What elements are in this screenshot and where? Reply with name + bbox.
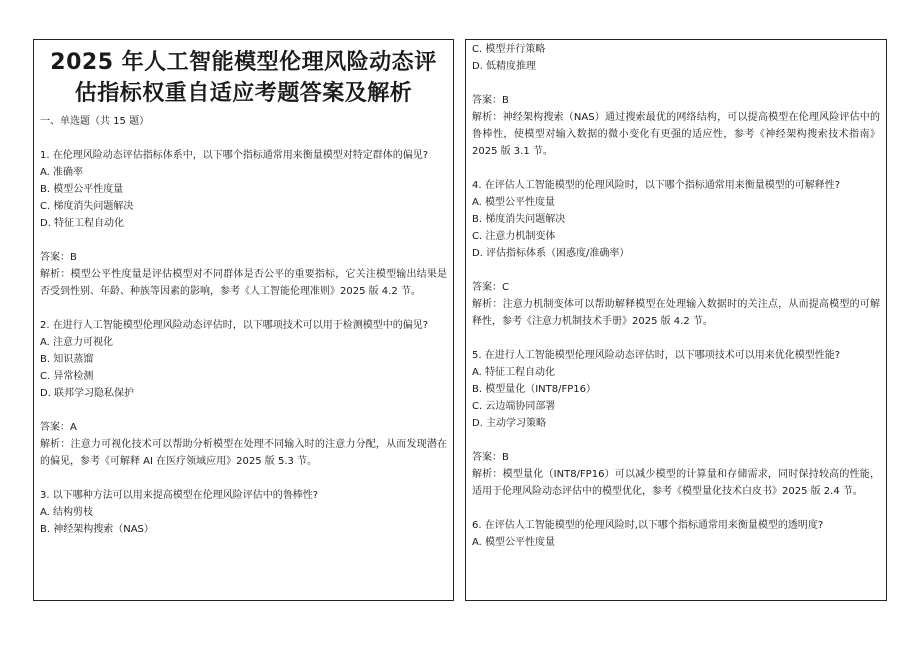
option-b: B. 模型量化（INT8/FP16） xyxy=(472,384,596,395)
answer: 答案：A xyxy=(40,422,77,433)
question-2 xyxy=(40,317,447,470)
answer: 答案：B xyxy=(472,95,509,106)
option-b: B. 模型公平性度量 xyxy=(40,184,124,195)
analysis: 解析：神经架构搜索（NAS）通过搜索最优的网络结构，可以提高模型在伦理风险评估中的鲁棒性，使模型对输入数据的微小变化有更强的适应性，参考《神经架构搜索技术指南》2025 版 3.1 节。 xyxy=(472,112,880,157)
section-heading: 一、单选题（共 15 题） xyxy=(40,116,150,127)
option-b: B. 梯度消失问题解决 xyxy=(472,214,566,225)
option-a: A. 模型公平性度量 xyxy=(472,537,556,548)
analysis: 解析：模型公平性度量是评估模型对不同群体是否公平的重要指标，它关注模型输出结果是否受到性别、年龄、种族等因素的影响，参考《人工智能伦理准则》2025 版 4.2 节。 xyxy=(40,269,447,297)
option-d: D. 联邦学习隐私保护 xyxy=(40,388,135,399)
option-b: B. 知识蒸馏 xyxy=(40,354,94,365)
option-c: C. 梯度消失问题解决 xyxy=(40,201,134,212)
option-a: A. 模型公平性度量 xyxy=(472,197,556,208)
answer: 答案：C xyxy=(472,282,509,293)
title-line-2: 估指标权重自适应考题答案及解析 xyxy=(74,81,413,106)
option-a: A. 注意力可视化 xyxy=(40,337,114,348)
question-6 xyxy=(472,517,880,551)
analysis: 解析：模型量化（INT8/FP16）可以减少模型的计算量和存储需求，同时保持较高的性能，适用于伦理风险动态评估中的模型优化，参考《模型量化技术白皮书》2025 版 2.4 节。 xyxy=(472,469,880,497)
question-3 xyxy=(40,487,447,538)
question-5 xyxy=(472,347,880,500)
question-4 xyxy=(472,177,880,330)
option-a: A. 结构剪枝 xyxy=(40,507,94,518)
right-column xyxy=(465,39,887,601)
option-d: D. 低精度推理 xyxy=(472,61,537,72)
option-d: D. 特征工程自动化 xyxy=(40,218,125,229)
question-stem: 4. 在评估人工智能模型的伦理风险时，以下哪个指标通常用来衡量模型的可解释性? xyxy=(472,180,841,191)
title-line-1: 2025 年人工智能模型伦理风险动态评 xyxy=(50,50,437,75)
option-b: B. 神经架构搜索（NAS） xyxy=(40,524,154,535)
analysis: 解析：注意力机制变体可以帮助解释模型在处理输入数据时的关注点，从而提高模型的可解释性，参考《注意力机制技术手册》2025 版 4.2 节。 xyxy=(472,299,880,327)
question-3-continued xyxy=(472,41,880,160)
option-d: D. 评估指标体系（困惑度/准确率） xyxy=(472,248,630,259)
question-stem: 2. 在进行人工智能模型伦理风险动态评估时，以下哪项技术可以用于检测模型中的偏见? xyxy=(40,320,429,331)
option-c: C. 异常检测 xyxy=(40,371,94,382)
option-a: A. 准确率 xyxy=(40,167,84,178)
option-c: C. 模型并行策略 xyxy=(472,44,546,55)
option-c: C. 云边端协同部署 xyxy=(472,401,556,412)
answer: 答案：B xyxy=(40,252,77,263)
analysis: 解析：注意力可视化技术可以帮助分析模型在处理不同输入时的注意力分配，从而发现潜在的偏见，参考《可解释 AI 在医疗领域应用》2025 版 5.3 节。 xyxy=(40,439,447,467)
left-column xyxy=(33,39,454,601)
question-stem: 5. 在进行人工智能模型伦理风险动态评估时，以下哪项技术可以用来优化模型性能? xyxy=(472,350,841,361)
document-title xyxy=(40,47,447,109)
option-a: A. 特征工程自动化 xyxy=(472,367,556,378)
question-1 xyxy=(40,147,447,300)
question-stem: 3. 以下哪种方法可以用来提高模型在伦理风险评估中的鲁棒性? xyxy=(40,490,319,501)
answer: 答案：B xyxy=(472,452,509,463)
question-stem: 1. 在伦理风险动态评估指标体系中，以下哪个指标通常用来衡量模型对特定群体的偏见? xyxy=(40,150,429,161)
option-d: D. 主动学习策略 xyxy=(472,418,547,429)
question-stem: 6. 在评估人工智能模型的伦理风险时,以下哪个指标通常用来衡量模型的透明度? xyxy=(472,520,824,531)
option-c: C. 注意力机制变体 xyxy=(472,231,556,242)
